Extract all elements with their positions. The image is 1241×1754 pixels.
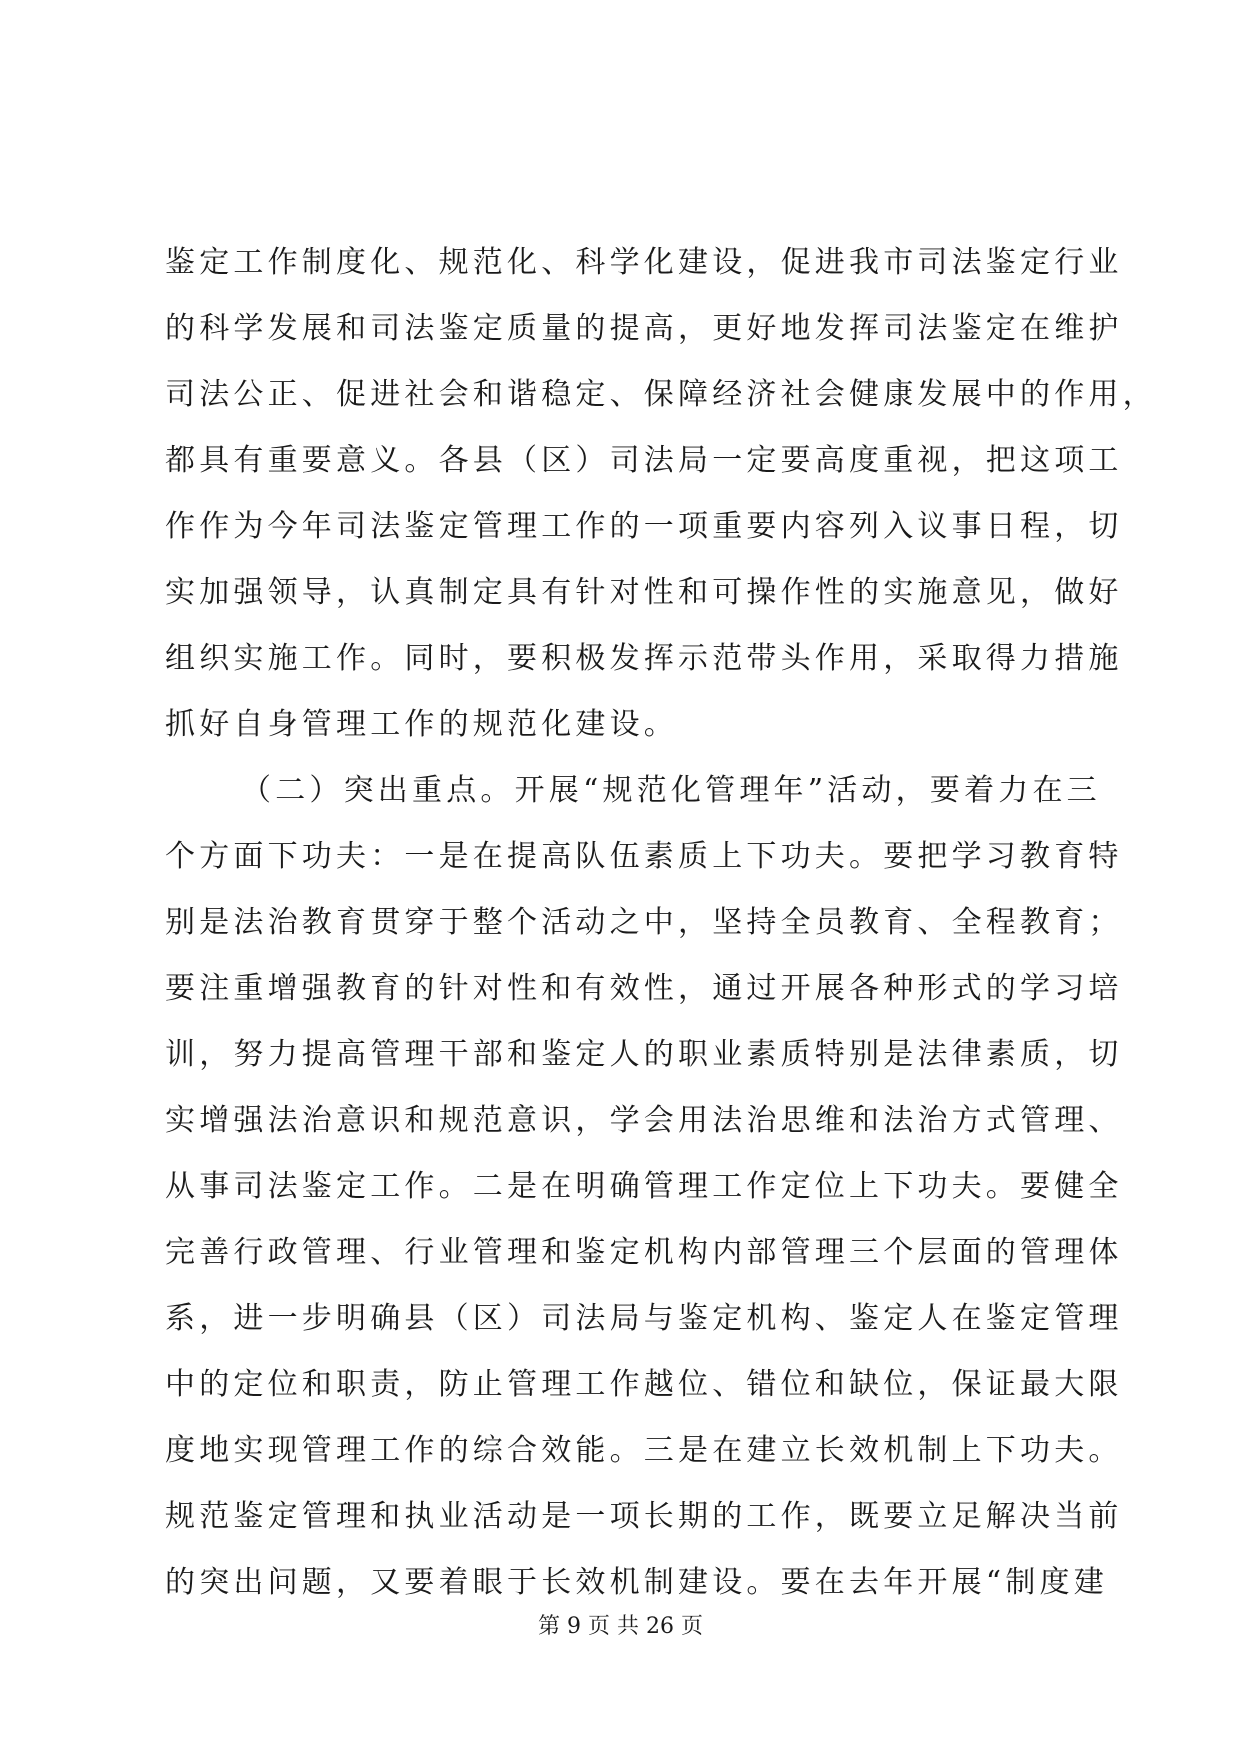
page-number-footer: 第 9 页 共 26 页 <box>538 1614 703 1639</box>
text-line-12: 要注重增强教育的针对性和有效性，通过开展各种形式的学习培 <box>165 971 1123 1006</box>
text-line-14: 实增强法治意识和规范意识，学会用法治思维和法治方式管理、 <box>165 1103 1123 1138</box>
text-line-21: 的突出问题，又要着眼于长效机制建设。要在去年开展“制度建 <box>165 1565 1108 1600</box>
text-line-10: 个方面下功夫：一是在提高队伍素质上下功夫。要把学习教育特 <box>165 839 1123 874</box>
text-line-7: 组织实施工作。同时，要积极发挥示范带头作用，采取得力措施 <box>165 641 1123 676</box>
text-line-5: 作作为今年司法鉴定管理工作的一项重要内容列入议事日程，切 <box>165 509 1123 544</box>
text-line-11: 别是法治教育贯穿于整个活动之中，坚持全员教育、全程教育； <box>165 905 1123 940</box>
text-line-17: 系，进一步明确县（区）司法局与鉴定机构、鉴定人在鉴定管理 <box>165 1301 1123 1336</box>
text-line-18: 中的定位和职责，防止管理工作越位、错位和缺位，保证最大限 <box>165 1367 1123 1402</box>
text-line-6: 实加强领导，认真制定具有针对性和可操作性的实施意见，做好 <box>165 575 1123 610</box>
text-line-19: 度地实现管理工作的综合效能。三是在建立长效机制上下功夫。 <box>165 1433 1123 1468</box>
text-line-15: 从事司法鉴定工作。二是在明确管理工作定位上下功夫。要健全 <box>165 1169 1123 1204</box>
paragraph-heading-line: （二）突出重点。开展“规范化管理年”活动，要着力在三 <box>241 773 1101 808</box>
text-line-13: 训，努力提高管理干部和鉴定人的职业素质特别是法律素质，切 <box>165 1037 1123 1072</box>
text-line-16: 完善行政管理、行业管理和鉴定机构内部管理三个层面的管理体 <box>165 1235 1123 1270</box>
text-line-3: 司法公正、促进社会和谐稳定、保障经济社会健康发展中的作用， <box>165 377 1157 412</box>
text-line-8: 抓好自身管理工作的规范化建设。 <box>165 707 678 742</box>
text-line-20: 规范鉴定管理和执业活动是一项长期的工作，既要立足解决当前 <box>165 1499 1123 1534</box>
body-text <box>165 230 1157 1616</box>
text-line-2: 的科学发展和司法鉴定质量的提高，更好地发挥司法鉴定在维护 <box>165 311 1123 346</box>
text-line-4: 都具有重要意义。各县（区）司法局一定要高度重视，把这项工 <box>165 443 1123 478</box>
text-line-1: 鉴定工作制度化、规范化、科学化建设，促进我市司法鉴定行业 <box>165 245 1123 280</box>
